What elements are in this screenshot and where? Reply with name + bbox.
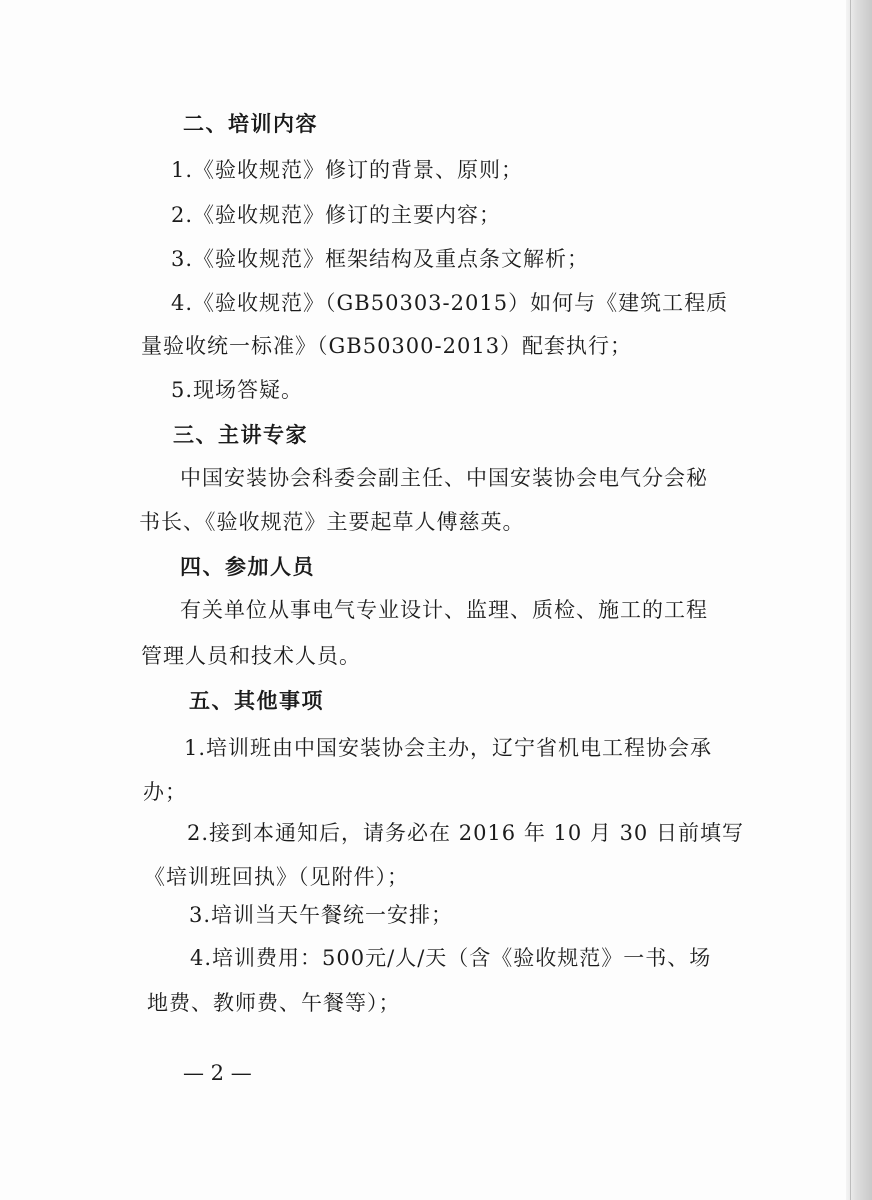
page-number: — 2 — xyxy=(183,1061,252,1085)
other-matters-item-1-line-2: 办； xyxy=(143,780,187,804)
other-matters-item-2-line-2: 《培训班回执》（见附件）； xyxy=(144,865,409,889)
participants-line-2: 管理人员和技术人员。 xyxy=(141,644,361,668)
other-matters-item-1-line-1: 1.培训班由中国安装协会主办，辽宁省机电工程协会承 xyxy=(184,736,713,760)
training-item-4-line-1: 4.《验收规范》（GB50303-2015）如何与《建筑工程质 xyxy=(171,291,729,315)
section-heading-other-matters: 五、其他事项 xyxy=(189,689,324,713)
lecturer-line-1: 中国安装协会科委会副主任、中国安装协会电气分会秘 xyxy=(180,466,708,490)
other-matters-item-3: 3.培训当天午餐统一安排； xyxy=(189,903,454,927)
scan-page-edge xyxy=(846,0,872,1200)
training-item-1: 1.《验收规范》修订的背景、原则； xyxy=(171,158,524,182)
section-heading-lecturer: 三、主讲专家 xyxy=(173,423,308,447)
training-item-4-line-2: 量验收统一标准》（GB50300-2013）配套执行； xyxy=(141,334,633,358)
section-heading-participants: 四、参加人员 xyxy=(180,555,315,579)
other-matters-item-4-line-1: 4.培训费用：500元/人/天（含《验收规范》一书、场 xyxy=(190,946,712,970)
lecturer-line-2: 书长、《验收规范》主要起草人傅慈英。 xyxy=(139,510,525,534)
other-matters-item-2-line-1: 2.接到本通知后，请务必在 2016 年 10 月 30 日前填写 xyxy=(187,821,744,845)
training-item-3: 3.《验收规范》框架结构及重点条文解析； xyxy=(171,247,590,271)
section-heading-training-content: 二、培训内容 xyxy=(183,112,318,136)
training-item-5: 5.现场答疑。 xyxy=(171,378,304,402)
participants-line-1: 有关单位从事电气专业设计、监理、质检、施工的工程 xyxy=(180,598,708,622)
other-matters-item-4-line-2: 地费、教师费、午餐等）； xyxy=(147,991,401,1015)
training-item-2: 2.《验收规范》修订的主要内容； xyxy=(171,203,502,227)
